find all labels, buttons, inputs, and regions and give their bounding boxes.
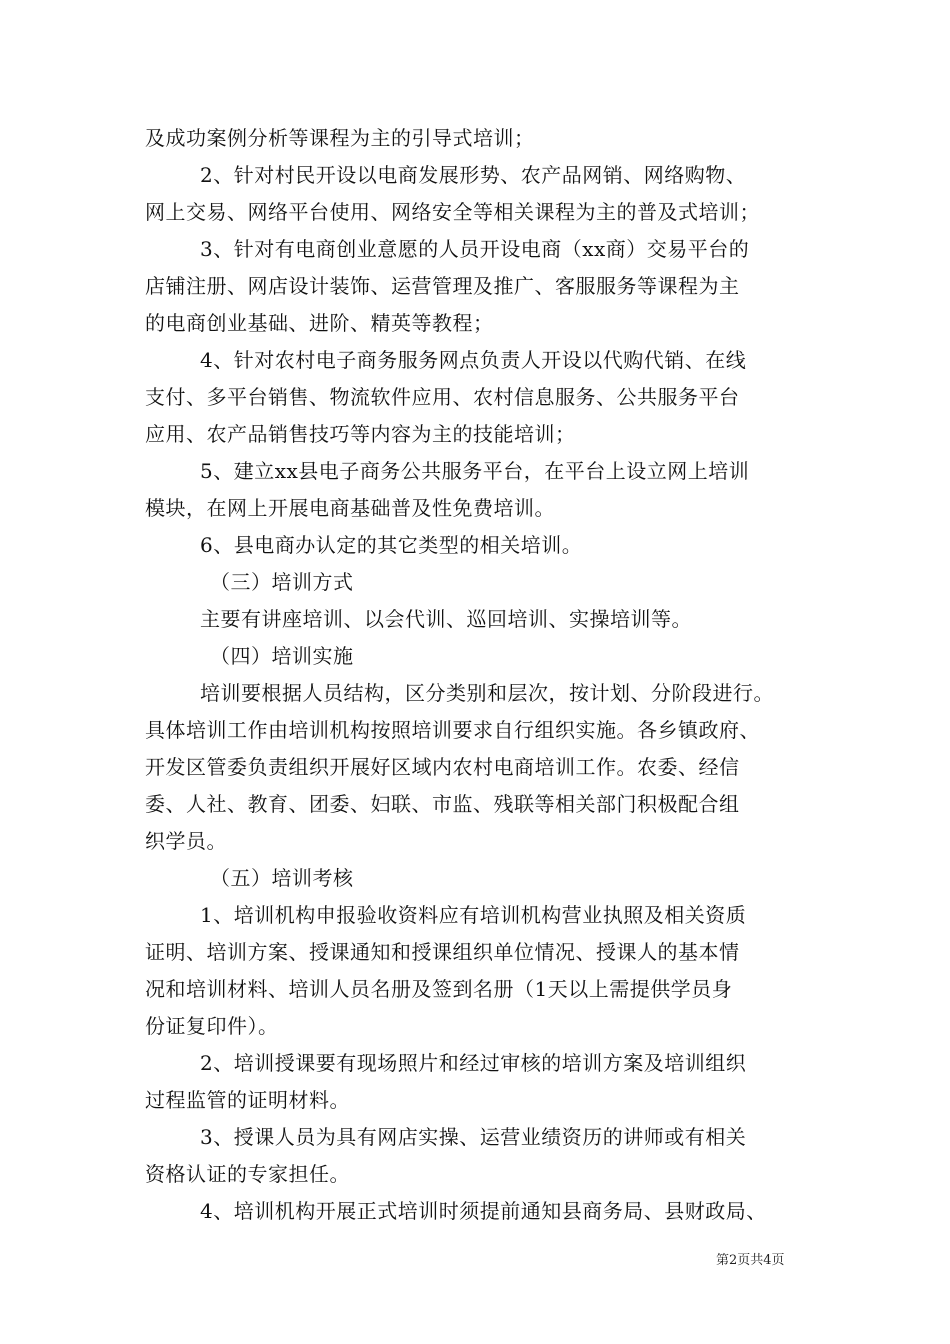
text-line: 2、针对村民开设以电商发展形势、农产品网销、网络购物、 — [200, 163, 747, 187]
section-heading: （三）培训方式 — [210, 570, 354, 594]
text-line: 3、授课人员为具有网店实操、运营业绩资历的讲师或有相关 — [200, 1125, 747, 1149]
text-line: 份证复印件）。 — [145, 1014, 279, 1038]
text-line: 网上交易、网络平台使用、网络安全等相关课程为主的普及式培训； — [145, 200, 760, 224]
text-line: 4、针对农村电子商务服务网点负责人开设以代购代销、在线 — [200, 348, 747, 372]
text-line: 3、针对有电商创业意愿的人员开设电商（xx商）交易平台的 — [200, 237, 750, 261]
page-number: 第2页共4页 — [716, 1253, 785, 1268]
text-line: 支付、多平台销售、物流软件应用、农村信息服务、公共服务平台 — [145, 385, 740, 409]
text-line: 的电商创业基础、进阶、精英等教程； — [145, 311, 494, 335]
text-line: 4、培训机构开展正式培训时须提前通知县商务局、县财政局、 — [200, 1199, 767, 1223]
text-line: 5、建立xx县电子商务公共服务平台，在平台上设立网上培训 — [200, 459, 750, 483]
text-line: 2、培训授课要有现场照片和经过审核的培训方案及培训组织 — [200, 1051, 747, 1075]
text-line: 资格认证的专家担任。 — [145, 1162, 350, 1186]
section-heading: （五）培训考核 — [210, 866, 354, 890]
text-line: 店铺注册、网店设计装饰、运营管理及推广、客服服务等课程为主 — [145, 274, 740, 298]
text-line: 具体培训工作由培训机构按照培训要求自行组织实施。各乡镇政府、 — [145, 718, 760, 742]
text-line: 1、培训机构申报验收资料应有培训机构营业执照及相关资质 — [200, 903, 747, 927]
text-line: 应用、农产品销售技巧等内容为主的技能培训； — [145, 422, 576, 446]
text-line: 过程监管的证明材料。 — [145, 1088, 350, 1112]
text-line: 况和培训材料、培训人员名册及签到名册（1天以上需提供学员身 — [145, 977, 733, 1001]
text-line: 开发区管委负责组织开展好区域内农村电商培训工作。农委、经信 — [145, 755, 740, 779]
text-line: 证明、培训方案、授课通知和授课组织单位情况、授课人的基本情 — [145, 940, 740, 964]
text-line: 模块，在网上开展电商基础普及性免费培训。 — [145, 496, 555, 520]
text-line: 委、人社、教育、团委、妇联、市监、残联等相关部门积极配合组 — [145, 792, 740, 816]
text-line: 培训要根据人员结构，区分类别和层次，按计划、分阶段进行。 — [200, 681, 774, 705]
text-line: 及成功案例分析等课程为主的引导式培训； — [145, 126, 535, 150]
text-line: 主要有讲座培训、以会代训、巡回培训、实操培训等。 — [200, 607, 692, 631]
text-line: 织学员。 — [145, 829, 227, 853]
section-heading: （四）培训实施 — [210, 644, 354, 668]
text-line: 6、县电商办认定的其它类型的相关培训。 — [200, 533, 583, 557]
